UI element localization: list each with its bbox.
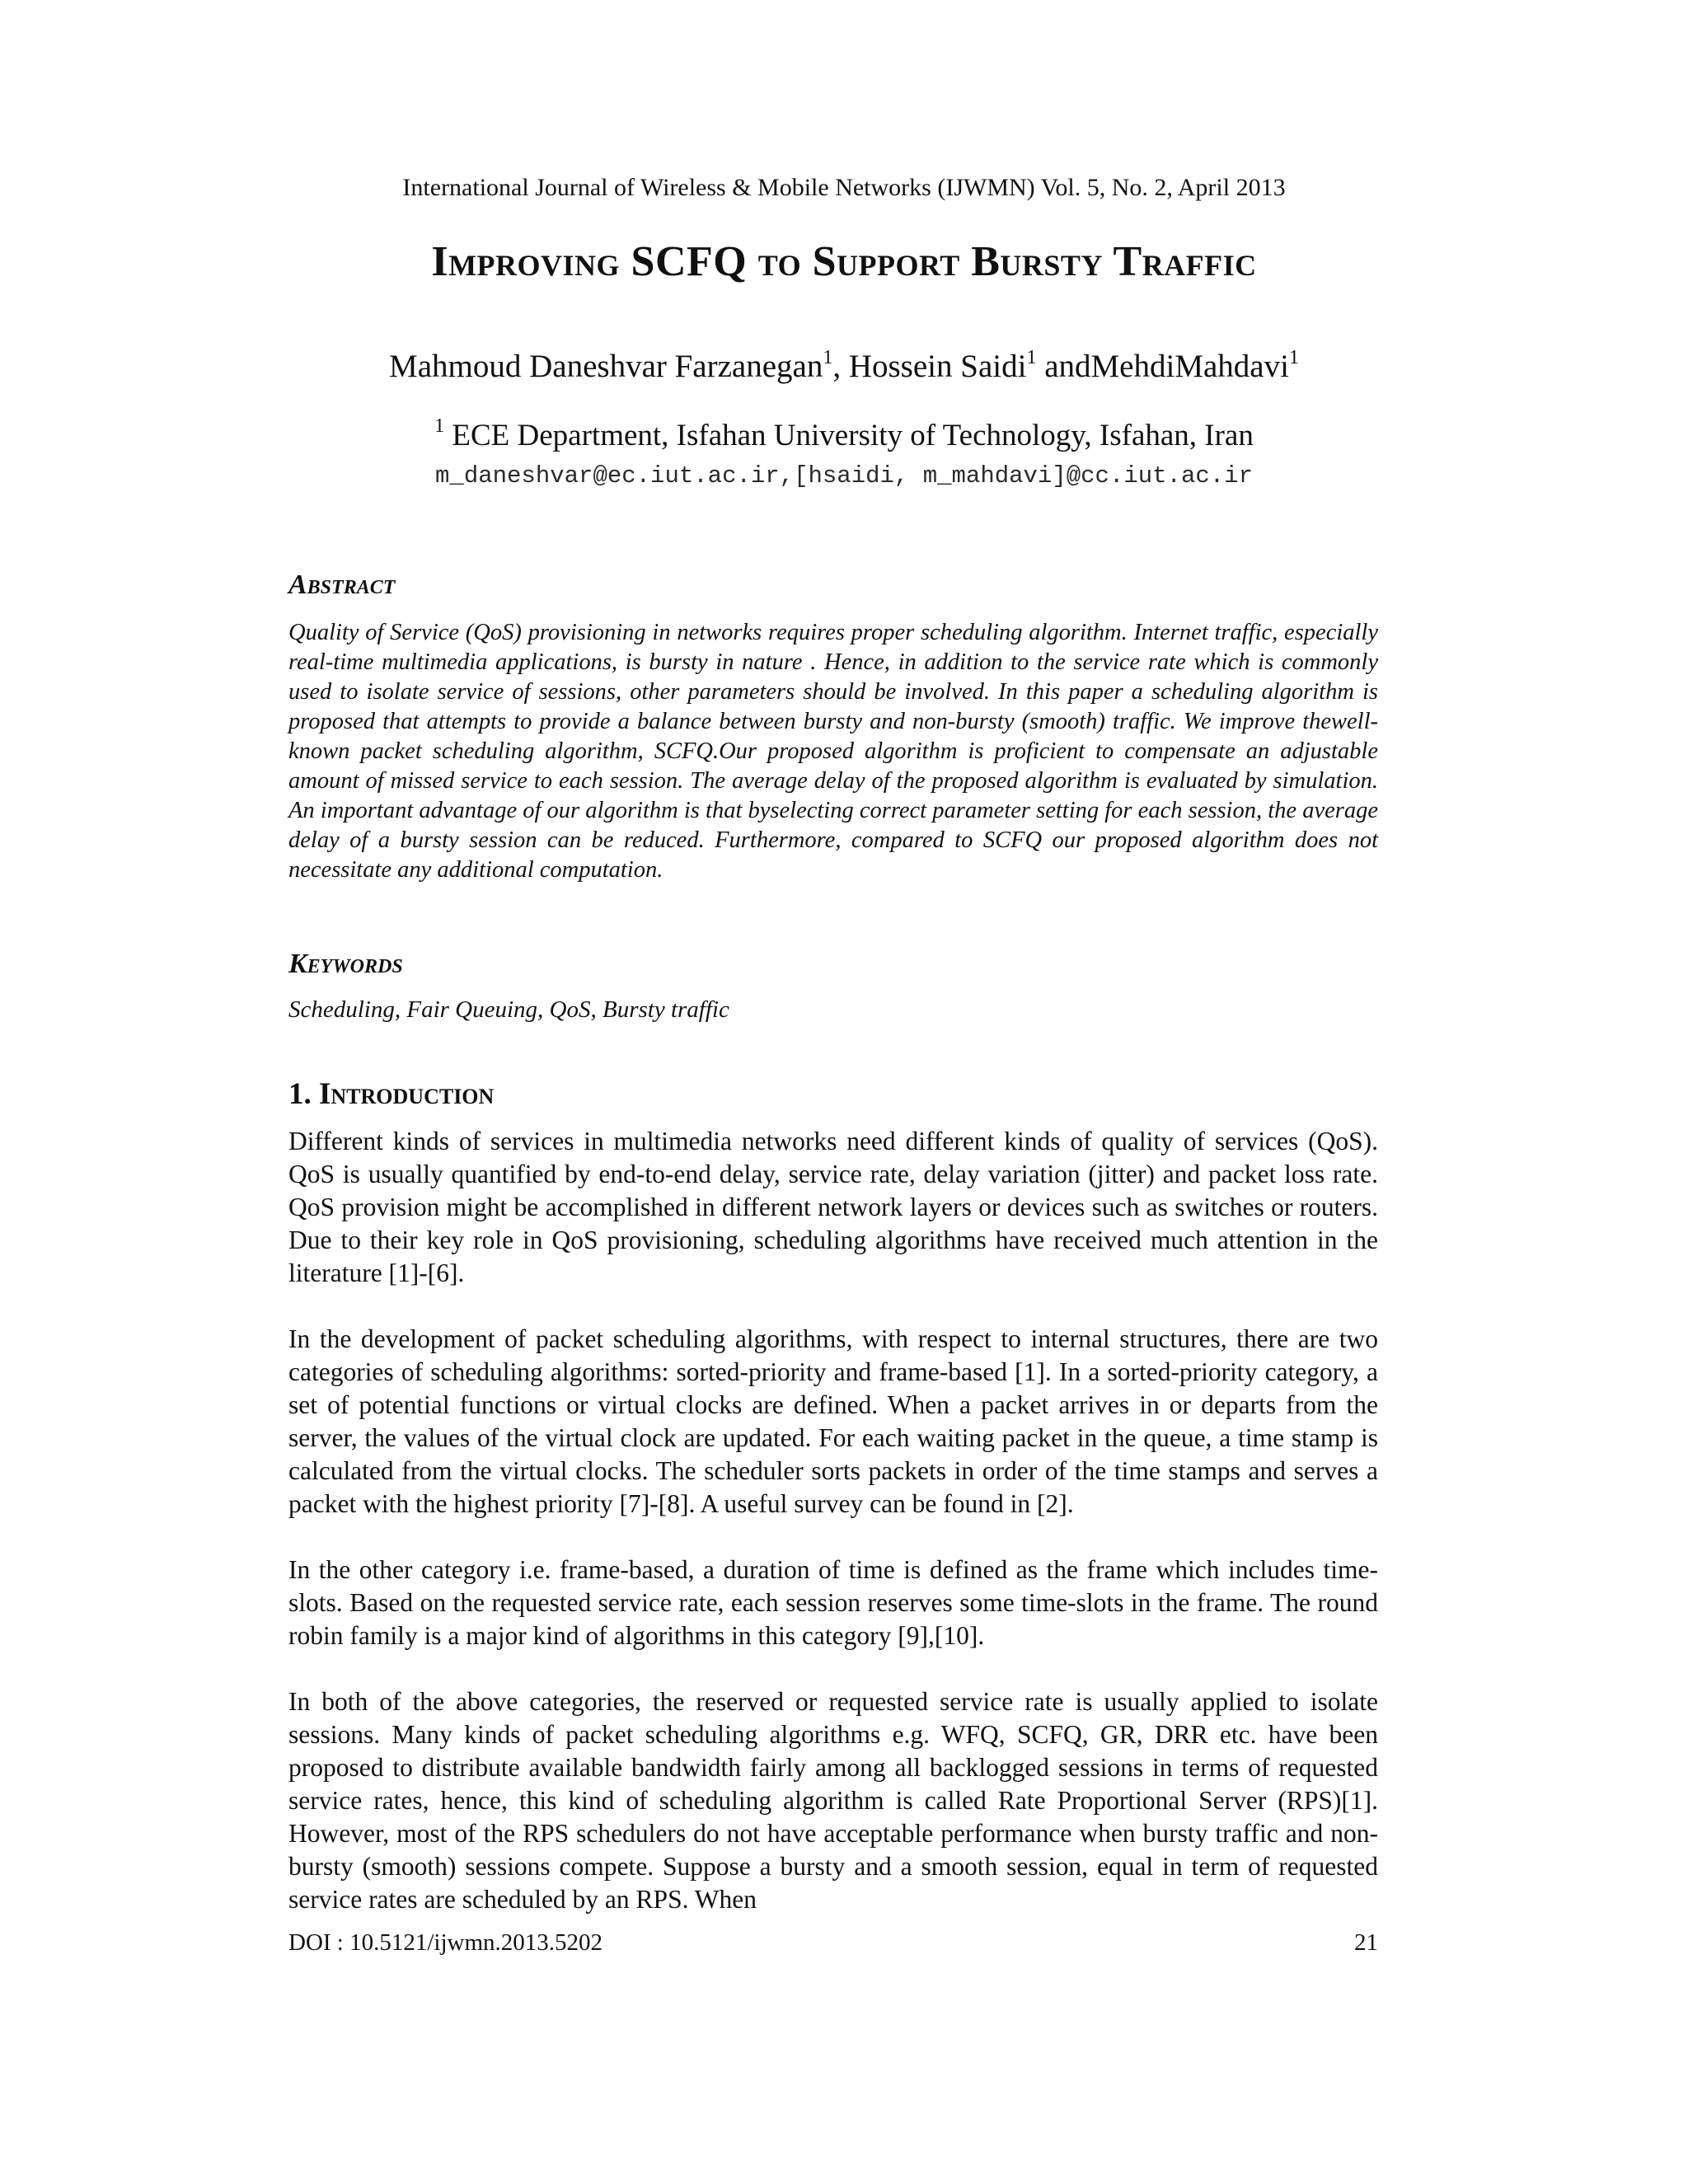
keywords-heading: Keywords [288, 949, 403, 979]
author-name: Mahmoud Daneshvar Farzanegan [389, 349, 823, 384]
body-paragraph: In the development of packet scheduling algorithms, with respect to internal structures, there are two categories of scheduling algorithms: sorted-priority and frame-based [1]. In a sorted-priority category, a set of potential functions or virtual clocks are defined. When a packet arrives in or departs from the server, the values of the virtual clock are updated. For each waiting packet in the queue, a time stamp is calculated from the virtual clocks. The scheduler sorts packets in order of the time stamps and serves a packet with the highest priority [7]-[8]. A useful survey can be found in [2]. [288, 1324, 1378, 1518]
author-list [0, 346, 1688, 387]
introduction-heading: 1. Introduction [288, 1077, 495, 1111]
affiliation-text: ECE Department, Isfahan University of Technology, Isfahan, Iran [444, 419, 1254, 452]
author-name: Hossein Saidi [848, 349, 1027, 384]
author-separator: and [1036, 349, 1091, 384]
footer-doi: DOI : 10.5121/ijwmn.2013.5202 [288, 1929, 603, 1956]
journal-header: International Journal of Wireless & Mobile Networks (IJWMN) Vol. 5, No. 2, April 2013 [402, 174, 1286, 201]
body-paragraph: Different kinds of services in multimedia networks need different kinds of quality of services (QoS). QoS is usually quantified by end-to-end delay, service rate, delay variation (jitter) and packet loss rate. QoS provision might be accomplished in different network layers or devices such as switches or routers. Due to their key role in QoS provisioning, scheduling algorithms have received much attention in the literature [1]-[6]. [288, 1127, 1378, 1287]
paper-title: Improving SCFQ to Support Bursty Traffic [431, 238, 1257, 285]
page-number: 21 [1354, 1929, 1378, 1956]
author-affiliation-mark: 1 [1288, 347, 1299, 368]
introduction-body [288, 1125, 1378, 1949]
abstract-heading: Abstract [288, 569, 396, 600]
body-paragraph: In the other category i.e. frame-based, a duration of time is defined as the frame which includes time-slots. Based on the requested service rate, each session reserves some time-slots in the frame. The round robin family is a major kind of algorithms in this category [9],[10]. [288, 1555, 1378, 1650]
abstract-text: Quality of Service (QoS) provisioning in networks requires proper scheduling algorithm. Internet traffic, especially real-time multimedia applications, is bursty in nature . Hence, in addition to the service rate which is commonly used to isolate service of sessions, other parameters should be involved. In this paper a scheduling algorithm is proposed that attempts to provide a balance between bursty and non-bursty (smooth) traffic. We improve thewell-known packet scheduling algorithm, SCFQ.Our proposed algorithm is proficient to compensate an adjustable amount of missed service to each session. The average delay of the proposed algorithm is evaluated by simulation. An important advantage of our algorithm is that byselecting correct parameter setting for each session, the average delay of a bursty session can be reduced. Furthermore, compared to SCFQ our proposed algorithm does not necessitate any additional computation. [288, 620, 1378, 883]
affiliation [0, 416, 1688, 456]
author-affiliation-mark: 1 [1026, 347, 1037, 368]
author-separator: , [832, 349, 849, 384]
keywords-text: Scheduling, Fair Queuing, QoS, Bursty traffic [288, 996, 729, 1023]
body-paragraph: In both of the above categories, the reserved or requested service rate is usually applied to isolate sessions. Many kinds of packet scheduling algorithms e.g. WFQ, SCFQ, GR, DRR etc. have been proposed to distribute available bandwidth fairly among all backlogged sessions in terms of requested service rates, hence, this kind of scheduling algorithm is called Rate Proportional Server (RPS)[1]. However, most of the RPS schedulers do not have acceptable performance when bursty traffic and non-bursty (smooth) sessions compete. Suppose a bursty and a smooth session, equal in term of requested service rates are scheduled by an RPS. When [288, 1687, 1378, 1914]
author-name: MehdiMahdavi [1090, 349, 1289, 384]
affiliation-mark: 1 [434, 415, 445, 437]
author-emails: m_daneshvar@ec.iut.ac.ir,[hsaidi, m_mahdavi]@cc.iut.ac.ir [435, 462, 1253, 490]
author-affiliation-mark: 1 [823, 347, 833, 368]
